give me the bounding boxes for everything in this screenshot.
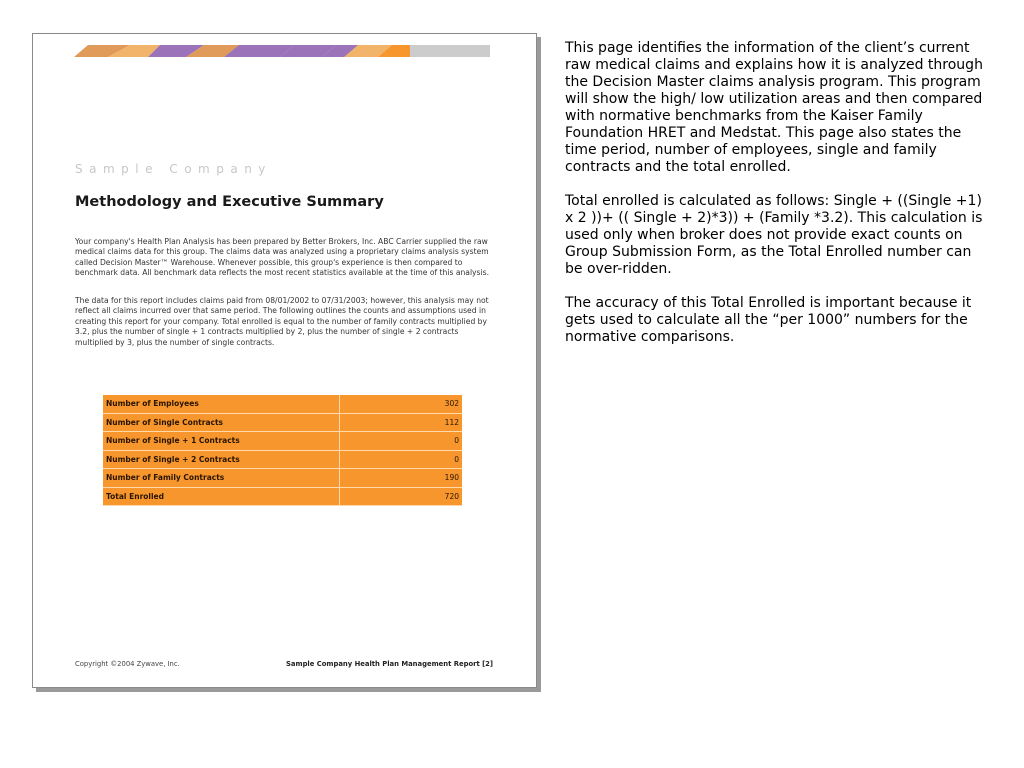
row-label: Total Enrolled: [103, 487, 340, 506]
row-value: 302: [340, 395, 463, 413]
enrollment-table: [103, 395, 462, 506]
report-footer-title: Sample Company Health Plan Management Report [2]: [286, 660, 494, 668]
row-value: 190: [340, 469, 463, 488]
document-page: [32, 33, 537, 688]
row-value: 0: [340, 450, 463, 469]
table-row: [103, 432, 462, 451]
document-title: Methodology and Executive Summary: [75, 194, 384, 210]
table-row: [103, 487, 462, 506]
intro-paragraph: Your company's Health Plan Analysis has been prepared by Better Brokers, Inc. ABC Carrier supplied the raw medical claims data for this group. The claims data was analyzed using a proprietary claims analysis system called Decision Master™ Warehouse. Whenever possible, this group's experience is then compared to benchmark data. All benchmark data reflects the most recent statistics available at the time of this analysis.: [75, 237, 489, 278]
table-row: [103, 469, 462, 488]
row-value: 0: [340, 432, 463, 451]
header-banner: [74, 45, 490, 57]
table-row: [103, 413, 462, 432]
row-label: Number of Single + 1 Contracts: [103, 432, 340, 451]
copyright-text: Copyright ©2004 Zywave, Inc.: [75, 660, 180, 668]
notes-paragraph: Total enrolled is calculated as follows: Single + ((Single +1) x 2 ))+ (( Single + 2)*3)) + (Family *3.2). This calculation is used only when broker does not provide exact counts on Group Submission Form, as the Total Enrolled number can be over-ridden.: [565, 193, 983, 277]
table-row: [103, 395, 462, 413]
data-paragraph: The data for this report includes claims paid from 08/01/2002 to 07/31/2003; however, this analysis may not reflect all claims incurred over that same period. The following outlines the counts and assumptions used in creating this report for your company. Total enrolled is equal to the number of family contracts multiplied by 3.2, plus the number of single + 1 contracts multiplied by 2, plus the number of single + 2 contracts multiplied by 3, plus the number of single contracts.: [75, 296, 489, 347]
company-name: Sample Company: [75, 162, 272, 176]
speaker-notes: [565, 40, 985, 363]
row-value: 112: [340, 413, 463, 432]
row-label: Number of Employees: [103, 395, 340, 413]
row-value: 720: [340, 487, 463, 506]
row-label: Number of Single Contracts: [103, 413, 340, 432]
row-label: Number of Family Contracts: [103, 469, 340, 488]
table-row: [103, 450, 462, 469]
notes-paragraph: This page identifies the information of the client’s current raw medical claims and explains how it is analyzed through the Decision Master claims analysis program. This program will show the high/ low utilization areas and then compared with normative benchmarks from the Kaiser Family Foundation HRET and Medstat. This page also states the time period, number of employees, single and family contracts and the total enrolled.: [565, 40, 983, 175]
row-label: Number of Single + 2 Contracts: [103, 450, 340, 469]
notes-paragraph: The accuracy of this Total Enrolled is important because it gets used to calculate all the “per 1000” numbers for the normative comparisons.: [565, 295, 972, 345]
